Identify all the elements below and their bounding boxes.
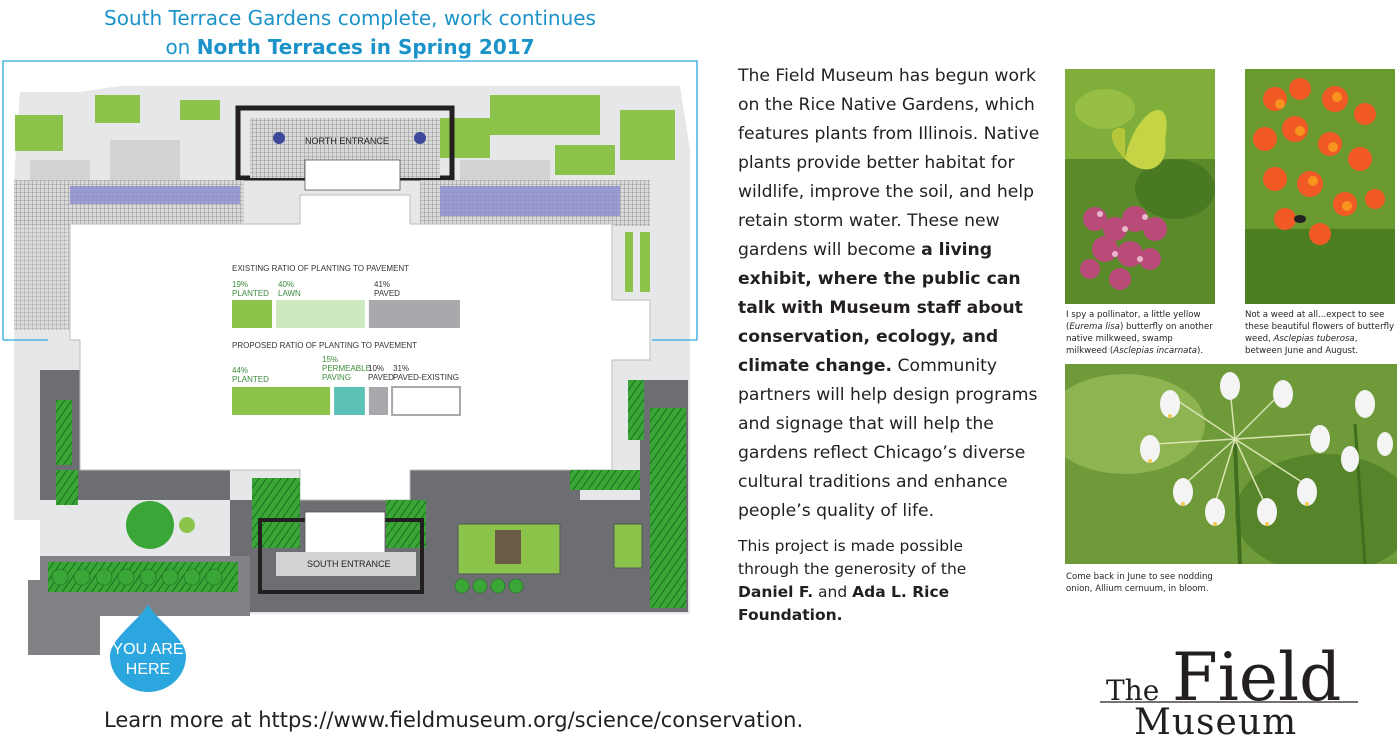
site-map xyxy=(0,55,700,695)
north-planter-right xyxy=(414,132,426,144)
main-text xyxy=(738,62,1058,526)
south-east-planter xyxy=(614,524,642,568)
proposed-ratio-title: PROPOSED RATIO OF PLANTING TO PAVEMENT xyxy=(232,341,418,350)
south-steps xyxy=(305,512,385,554)
proposed-bar-paved xyxy=(369,387,388,415)
north-water-left xyxy=(70,186,240,204)
proposed-planted-label: PLANTED xyxy=(232,375,269,384)
main-text-end: Community partners will help design programs and signage that will help the gardens reflect Chicago’s diverse cultural traditions and enhance people’s quality of life. xyxy=(738,356,1038,521)
headline-line1: South Terrace Gardens complete, work continues xyxy=(104,6,596,30)
proposed-permeable-label: PERMEABLE xyxy=(322,364,371,373)
headline-line2-prefix: on xyxy=(165,35,197,59)
proposed-permeable-pct: 15% xyxy=(322,355,339,364)
nodding-onion-photo xyxy=(1065,364,1397,564)
proposed-bar-permeable xyxy=(334,387,365,415)
credit-and: and xyxy=(813,583,853,601)
butterfly-photo xyxy=(1065,69,1215,304)
existing-ratio-title: EXISTING RATIO OF PLANTING TO PAVEMENT xyxy=(232,264,410,273)
credit xyxy=(738,535,1058,627)
butterfly-caption-i2: Asclepias incarnata xyxy=(1113,346,1198,356)
butterfly-caption-b: ) butterfly on another native milkweed, swamp milkweed ( xyxy=(1066,322,1213,356)
you-are-here-line1: YOU ARE xyxy=(112,641,184,658)
existing-paved-label: PAVED xyxy=(374,289,400,298)
butterfly-caption-i1: Eurema lisa xyxy=(1069,322,1120,332)
credit-bold2: Ada L. Rice Foundation. xyxy=(738,583,950,624)
existing-paved-pct: 41% xyxy=(374,280,391,289)
existing-bar-paved xyxy=(369,300,460,328)
you-are-here-line2: HERE xyxy=(125,661,171,678)
existing-lawn-pct: 40% xyxy=(278,280,295,289)
headline-line2-bold: North Terraces in Spring 2017 xyxy=(196,35,535,59)
credit-line1: This project is made possible xyxy=(738,537,963,555)
existing-bar-lawn xyxy=(276,300,365,328)
weed-caption-b: , between June and August. xyxy=(1245,334,1359,356)
north-entrance-label: NORTH ENTRANCE xyxy=(305,136,389,146)
main-text-bold: a living exhibit, where the public can talk with Museum staff about conservation, ecology, and climate change. xyxy=(738,240,1023,376)
south-entrance-label: SOUTH ENTRANCE xyxy=(307,559,391,569)
north-water-right xyxy=(440,186,620,216)
butterfly-caption-a: I spy a pollinator, a little yellow ( xyxy=(1066,310,1201,332)
weed-caption-i: Asclepias tuberosa xyxy=(1273,334,1355,344)
logo-museum: Museum xyxy=(1134,702,1298,735)
existing-planted-pct: 19% xyxy=(232,280,249,289)
proposed-existing-pct: 31% xyxy=(393,364,410,373)
existing-lawn-label: LAWN xyxy=(278,289,301,298)
you-are-here-pin xyxy=(108,604,188,692)
learn-more[interactable]: Learn more at https://www.fieldmuseum.org/science/conservation. xyxy=(104,708,804,732)
main-text-intro: The Field Museum has begun work on the Rice Native Gardens, which features plants from Illinois. Native plants provide better habitat for wildlife, improve the soil, and help retain storm water. These new gardens will become xyxy=(738,66,1040,260)
butterfly-weed-photo xyxy=(1245,69,1395,304)
credit-bold1: Daniel F. xyxy=(738,583,814,601)
onion-caption: Come back in June to see nodding onion, Allium cernuum, in bloom. xyxy=(1066,572,1213,594)
north-planter-left xyxy=(273,132,285,144)
proposed-paved-label: PAVED xyxy=(368,373,394,382)
credit-line3 xyxy=(738,581,1058,627)
proposed-bar-existing xyxy=(392,387,460,415)
proposed-paved-pct: 10% xyxy=(368,364,385,373)
north-west-grid xyxy=(14,220,74,330)
existing-planted-label: PLANTED xyxy=(232,289,269,298)
existing-bar-planted xyxy=(232,300,272,328)
butterfly-caption-c: ). xyxy=(1197,346,1204,356)
credit-line2: through the generosity of the xyxy=(738,560,967,578)
butterfly-caption xyxy=(1066,309,1214,357)
weed-caption-a: Not a weed at all...expect to see these beautiful flowers of butterfly weed, xyxy=(1245,310,1395,344)
field-museum-logo xyxy=(1100,640,1360,735)
logo-field: Field xyxy=(1172,640,1342,716)
proposed-planted-pct: 44% xyxy=(232,366,249,375)
south-courtyard-center xyxy=(495,530,521,564)
headline xyxy=(30,4,670,62)
butterfly-weed-caption xyxy=(1245,309,1395,357)
logo-the: The xyxy=(1106,674,1160,707)
north-steps xyxy=(305,160,400,190)
proposed-existing-label: PAVED-EXISTING xyxy=(393,373,459,382)
proposed-permeable-label2: PAVING xyxy=(322,373,352,382)
proposed-bar-planted xyxy=(232,387,330,415)
